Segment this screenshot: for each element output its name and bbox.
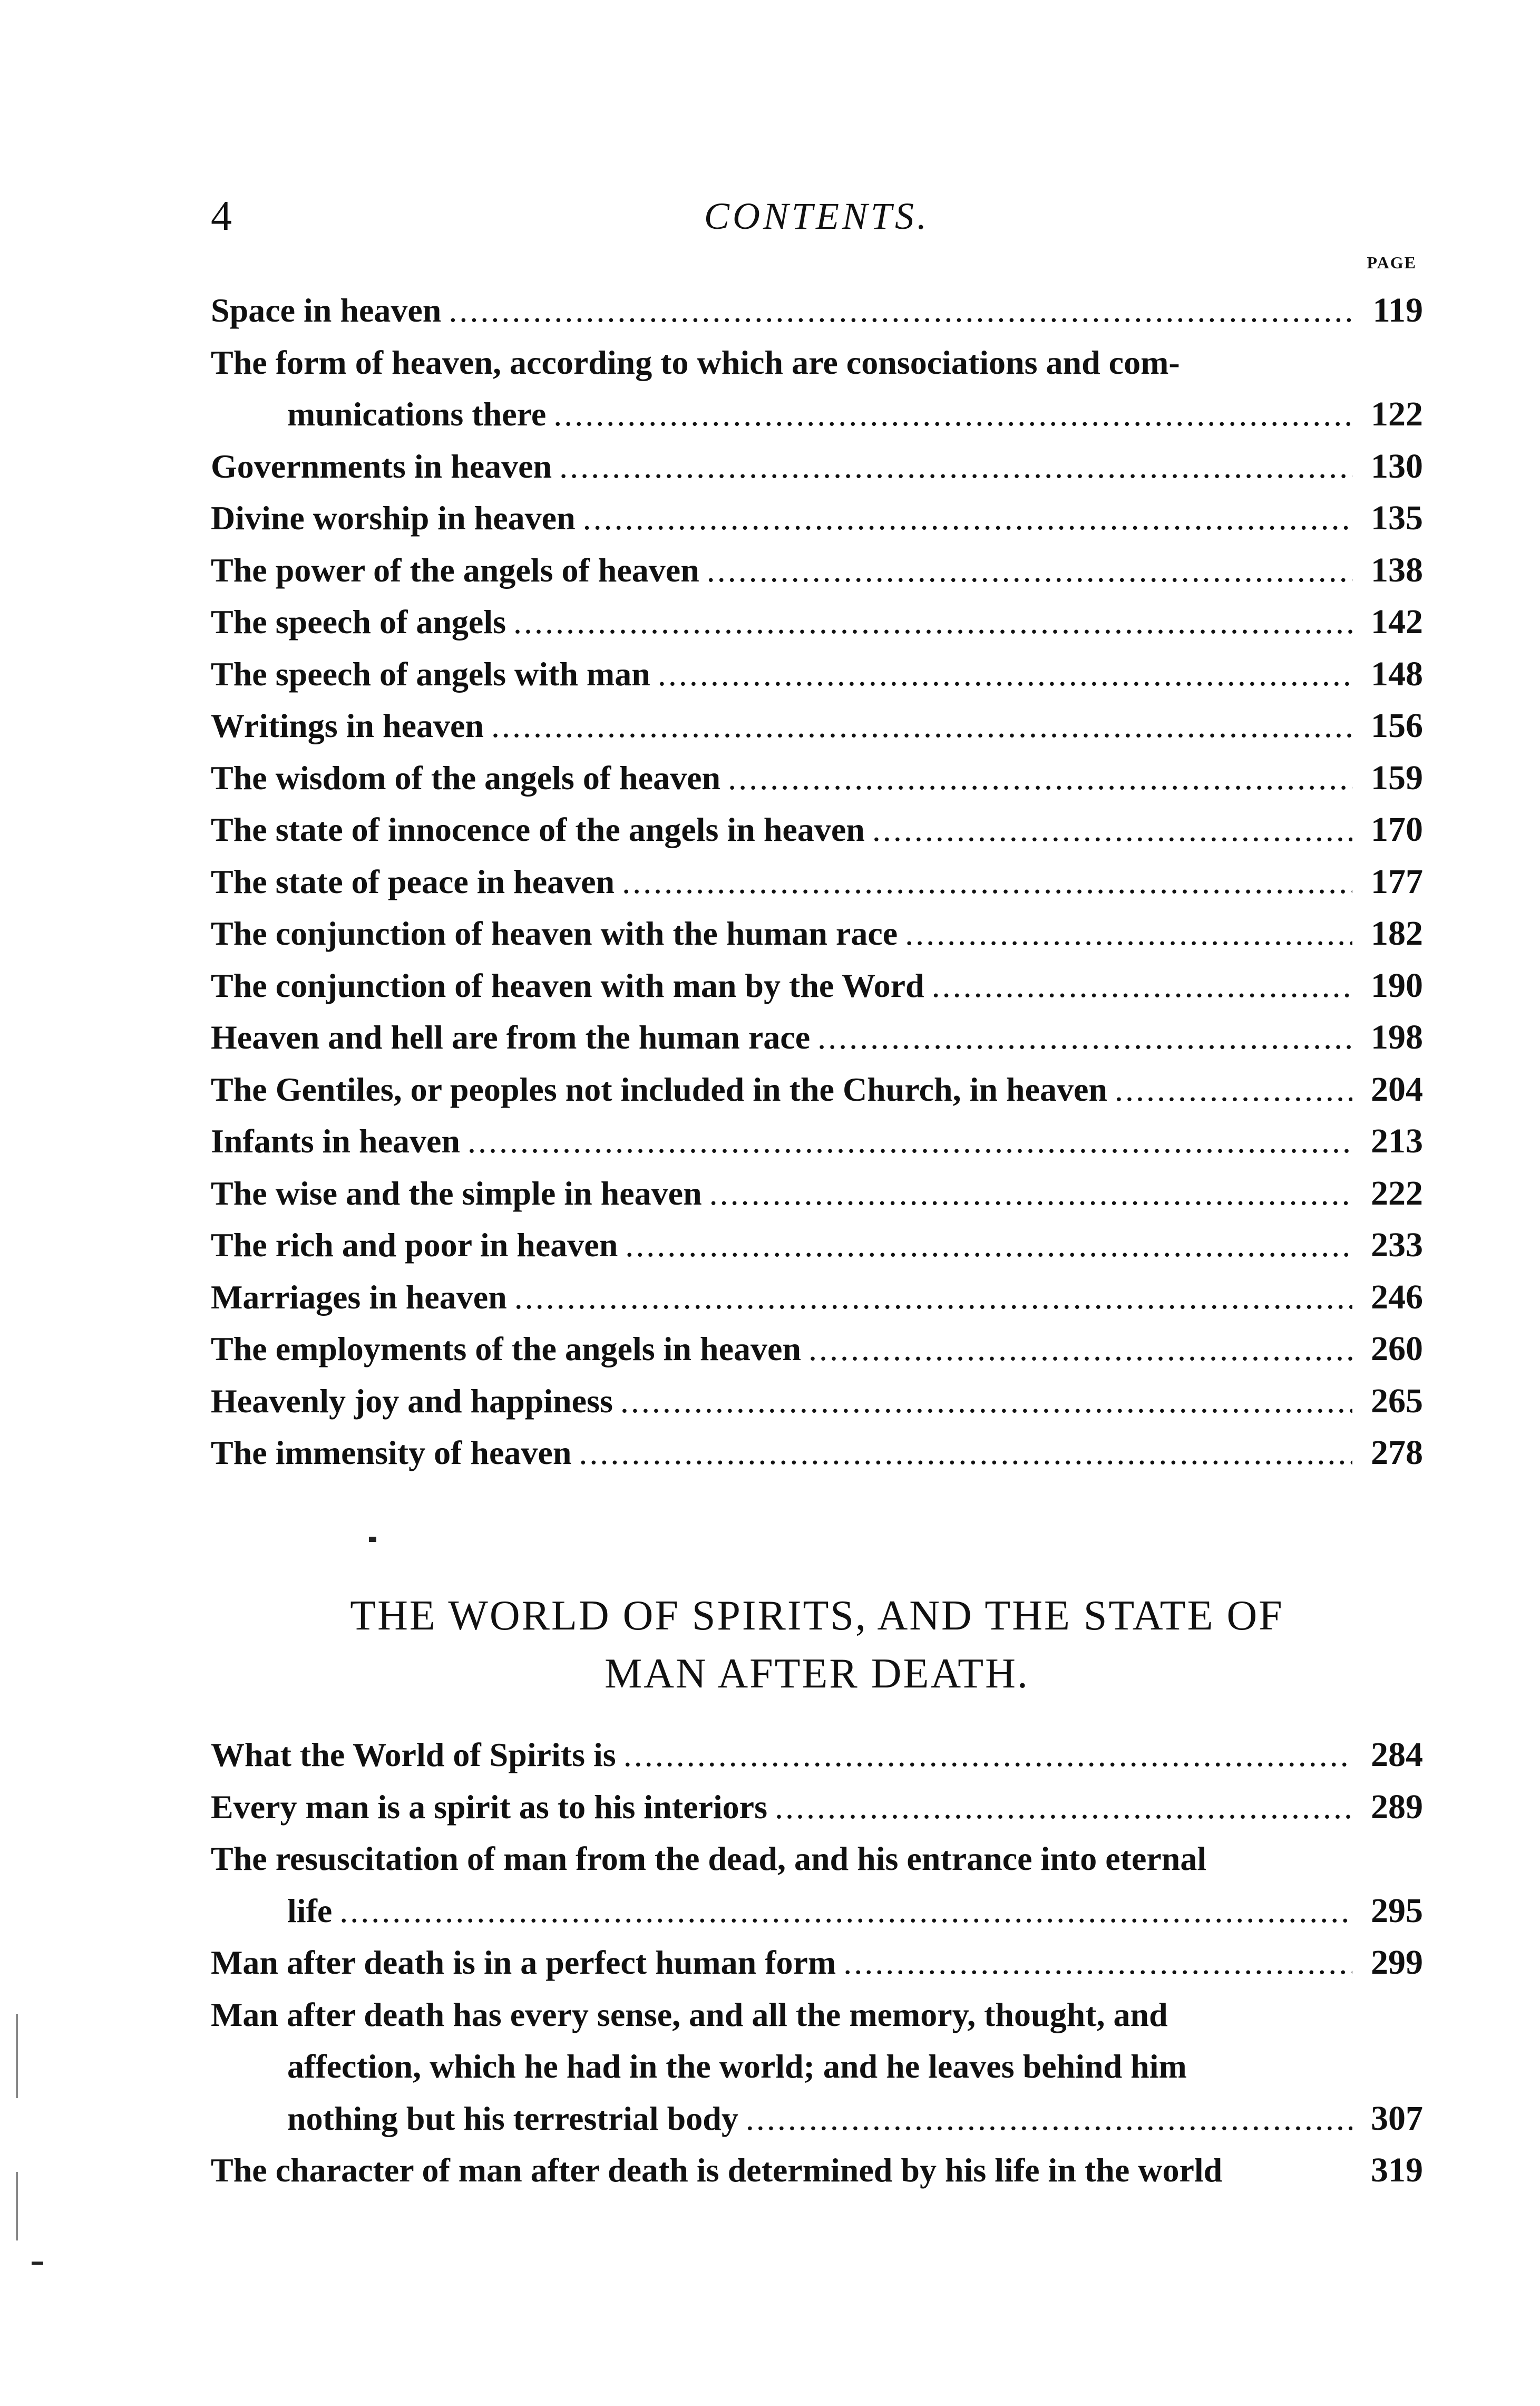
dot-leader xyxy=(905,908,1352,960)
toc-entry-title: Heaven and hell are from the human race xyxy=(211,1018,811,1056)
toc-entry-page-number: 177 xyxy=(1371,862,1423,901)
toc-entry-line xyxy=(211,908,1423,960)
toc-entry-page-number: 299 xyxy=(1371,1943,1423,1982)
toc-entry-line xyxy=(211,1781,1423,1833)
toc-entry-page-number: 284 xyxy=(1371,1735,1423,1774)
page-header xyxy=(211,190,1423,242)
toc-entry xyxy=(211,337,1423,441)
toc-entry-page-number: 122 xyxy=(1371,395,1423,433)
toc-entry-title: Infants in heaven xyxy=(211,1122,460,1160)
toc-entry-line xyxy=(211,1427,1423,1479)
dot-leader xyxy=(553,389,1352,441)
toc-entry xyxy=(211,856,1423,908)
toc-entry-line xyxy=(211,648,1423,701)
toc-entry-line xyxy=(211,700,1423,752)
toc-entry xyxy=(211,1012,1423,1064)
toc-entry-page-number: 182 xyxy=(1371,914,1423,953)
toc-entry xyxy=(211,1937,1423,1989)
toc-entry-line xyxy=(211,804,1423,856)
toc-entry-page-number: 260 xyxy=(1371,1330,1423,1368)
toc-entry-page-number: 213 xyxy=(1371,1122,1423,1160)
toc-entry-line xyxy=(211,1219,1423,1272)
toc-entry-line xyxy=(211,1272,1423,1324)
toc-entry-line xyxy=(211,1729,1423,1781)
dot-leader xyxy=(843,1937,1352,1989)
toc-entry xyxy=(211,492,1423,545)
toc-entry-title: Space in heaven xyxy=(211,292,442,329)
toc-entry-page-number: 159 xyxy=(1371,758,1423,797)
toc-entry-page-number: 204 xyxy=(1371,1070,1423,1109)
dot-leader xyxy=(658,648,1352,701)
toc-entry xyxy=(211,596,1423,648)
toc-entry-line xyxy=(211,389,1423,441)
toc-entry-line xyxy=(211,1375,1423,1428)
dot-leader xyxy=(449,285,1352,337)
toc-entry xyxy=(211,2145,1423,2197)
toc-entry-page-number: 130 xyxy=(1371,447,1423,486)
toc-entry-page-number: 156 xyxy=(1371,706,1423,745)
toc-entry-line xyxy=(211,492,1423,545)
toc-entry-title: The state of peace in heaven xyxy=(211,862,615,900)
toc-entry xyxy=(211,1781,1423,1833)
section-heading-line-1: THE WORLD OF SPIRITS, AND THE STATE OF xyxy=(350,1593,1284,1639)
toc-entry xyxy=(211,1168,1423,1220)
toc-entry-title: The immensity of heaven xyxy=(211,1434,572,1471)
toc-entry-line xyxy=(211,2145,1423,2197)
toc-entry xyxy=(211,545,1423,597)
toc-entry-title: Every man is a spirit as to his interiors xyxy=(211,1788,767,1826)
scan-speck xyxy=(32,2262,43,2265)
toc-entry xyxy=(211,1833,1423,1937)
toc-entry xyxy=(211,908,1423,960)
toc-entry-title: Divine worship in heaven xyxy=(211,499,576,537)
margin-line xyxy=(16,2014,18,2098)
toc-entry xyxy=(211,1115,1423,1168)
toc-entry-line xyxy=(211,2093,1423,2145)
toc-entry xyxy=(211,1427,1423,1479)
toc-entry-title: Writings in heaven xyxy=(211,707,484,744)
toc-entry-line xyxy=(211,1885,1423,1937)
toc-entry-title: The employments of the angels in heaven xyxy=(211,1330,801,1367)
toc-entry-title-continued: life xyxy=(287,1891,333,1929)
dot-leader xyxy=(513,596,1352,648)
toc-entry xyxy=(211,752,1423,804)
toc-entry xyxy=(211,1989,1423,2145)
dot-leader xyxy=(583,492,1352,545)
toc-entry-line xyxy=(211,1323,1423,1375)
toc-entry-page-number: 190 xyxy=(1371,966,1423,1005)
toc-entry xyxy=(211,441,1423,493)
scan-speck xyxy=(369,1537,376,1542)
toc-entry-title: The wise and the simple in heaven xyxy=(211,1174,702,1212)
toc-entry-title: The speech of angels with man xyxy=(211,655,650,693)
running-title: CONTENTS. xyxy=(704,195,930,237)
dot-leader xyxy=(467,1115,1352,1168)
dot-leader xyxy=(623,1729,1352,1781)
toc-entry-page-number: 222 xyxy=(1371,1173,1423,1212)
toc-entry-line xyxy=(211,1012,1423,1064)
toc-entry-line xyxy=(211,960,1423,1012)
toc-entry-page-number: 289 xyxy=(1371,1787,1423,1826)
toc-entry-line xyxy=(211,856,1423,908)
toc-entry-title: The rich and poor in heaven xyxy=(211,1226,618,1264)
page-column-label: PAGE xyxy=(1367,253,1417,272)
toc-entry-title: Governments in heaven xyxy=(211,447,552,485)
dot-leader xyxy=(620,1375,1352,1428)
dot-leader xyxy=(625,1219,1352,1272)
toc-entry-line xyxy=(211,596,1423,648)
toc-entry-title: The resuscitation of man from the dead, and his entrance into eternal xyxy=(211,1840,1207,1877)
toc-entry-title: The wisdom of the angels of heaven xyxy=(211,759,721,797)
toc-entry-page-number: 198 xyxy=(1371,1018,1423,1056)
toc-entry-line xyxy=(211,1115,1423,1168)
toc-entry xyxy=(211,960,1423,1012)
toc-entry-line xyxy=(211,441,1423,493)
dot-leader xyxy=(872,804,1352,856)
toc-entry-title: Man after death has every sense, and all the memory, thought, and xyxy=(211,1995,1168,2033)
dot-leader xyxy=(514,1272,1352,1324)
toc-entry-page-number: 148 xyxy=(1371,654,1423,693)
dot-leader xyxy=(1115,1064,1352,1116)
toc-entry-page-number: 135 xyxy=(1371,499,1423,537)
section-heading xyxy=(211,1587,1423,1703)
toc-entry-line xyxy=(211,1064,1423,1116)
toc-entry-page-number: 307 xyxy=(1371,2099,1423,2138)
toc-entry xyxy=(211,804,1423,856)
section-heading-line-2: MAN AFTER DEATH. xyxy=(605,1651,1029,1697)
dot-leader xyxy=(491,700,1352,752)
toc-entry-title: The state of innocence of the angels in heaven xyxy=(211,811,865,848)
toc-entry xyxy=(211,1729,1423,1781)
dot-leader xyxy=(728,752,1352,804)
toc-entry xyxy=(211,1323,1423,1375)
toc-entry-title: The Gentiles, or peoples not included in the Church, in heaven xyxy=(211,1070,1107,1108)
toc-entry-title: The character of man after death is determined by his life in the world xyxy=(211,2151,1223,2189)
dot-leader xyxy=(808,1323,1352,1375)
toc-entry-title: The power of the angels of heaven xyxy=(211,551,699,589)
toc-entry xyxy=(211,700,1423,752)
toc-entry-title: The conjunction of heaven with the human race xyxy=(211,915,898,952)
toc-entry-page-number: 265 xyxy=(1371,1381,1423,1420)
contents-list-heaven xyxy=(211,285,1423,1479)
dot-leader xyxy=(339,1885,1352,1937)
toc-entry-page-number: 246 xyxy=(1371,1277,1423,1316)
toc-entry-title: The conjunction of heaven with man by the Word xyxy=(211,966,924,1004)
toc-entry-page-number: 233 xyxy=(1371,1226,1423,1264)
toc-entry-page-number: 319 xyxy=(1371,2151,1423,2189)
toc-entry-page-number: 119 xyxy=(1372,291,1423,329)
toc-entry-line xyxy=(211,752,1423,804)
toc-entry-title: The form of heaven, according to which are consociations and com- xyxy=(211,343,1180,381)
toc-entry xyxy=(211,285,1423,337)
toc-entry-title: Man after death is in a perfect human form xyxy=(211,1944,836,1981)
toc-entry xyxy=(211,1272,1423,1324)
dot-leader xyxy=(775,1781,1352,1833)
toc-entry xyxy=(211,1375,1423,1428)
toc-entry-title-continued: nothing but his terrestrial body xyxy=(287,2099,738,2137)
toc-entry-line xyxy=(211,1168,1423,1220)
toc-entry-line xyxy=(211,285,1423,337)
toc-entry-title: Marriages in heaven xyxy=(211,1278,507,1316)
toc-entry xyxy=(211,1064,1423,1116)
dot-leader xyxy=(817,1012,1352,1064)
toc-entry xyxy=(211,648,1423,701)
toc-entry-line xyxy=(211,1937,1423,1989)
toc-entry-page-number: 278 xyxy=(1371,1433,1423,1472)
dot-leader xyxy=(579,1427,1352,1479)
toc-entry-title: The speech of angels xyxy=(211,603,506,641)
dot-leader xyxy=(622,856,1352,908)
dot-leader xyxy=(932,960,1352,1012)
dot-leader xyxy=(707,545,1352,597)
toc-entry-page-number: 142 xyxy=(1371,603,1423,641)
toc-entry-page-number: 138 xyxy=(1371,550,1423,589)
toc-entry xyxy=(211,1219,1423,1272)
toc-entry-title-continued: affection, which he had in the world; and he leaves behind him xyxy=(287,2048,1187,2085)
margin-line xyxy=(16,2172,18,2240)
page-number: 4 xyxy=(211,193,232,239)
toc-entry-line xyxy=(211,545,1423,597)
dot-leader xyxy=(746,2093,1352,2145)
dot-leader xyxy=(559,441,1352,493)
contents-list-world-of-spirits xyxy=(211,1729,1423,2197)
toc-entry-page-number: 295 xyxy=(1371,1891,1423,1930)
toc-entry-title: What the World of Spirits is xyxy=(211,1736,616,1773)
dot-leader xyxy=(709,1168,1352,1220)
toc-entry-title-continued: munications there xyxy=(287,395,547,433)
toc-entry-page-number: 170 xyxy=(1371,810,1423,849)
toc-entry-title: Heavenly joy and happiness xyxy=(211,1382,613,1420)
